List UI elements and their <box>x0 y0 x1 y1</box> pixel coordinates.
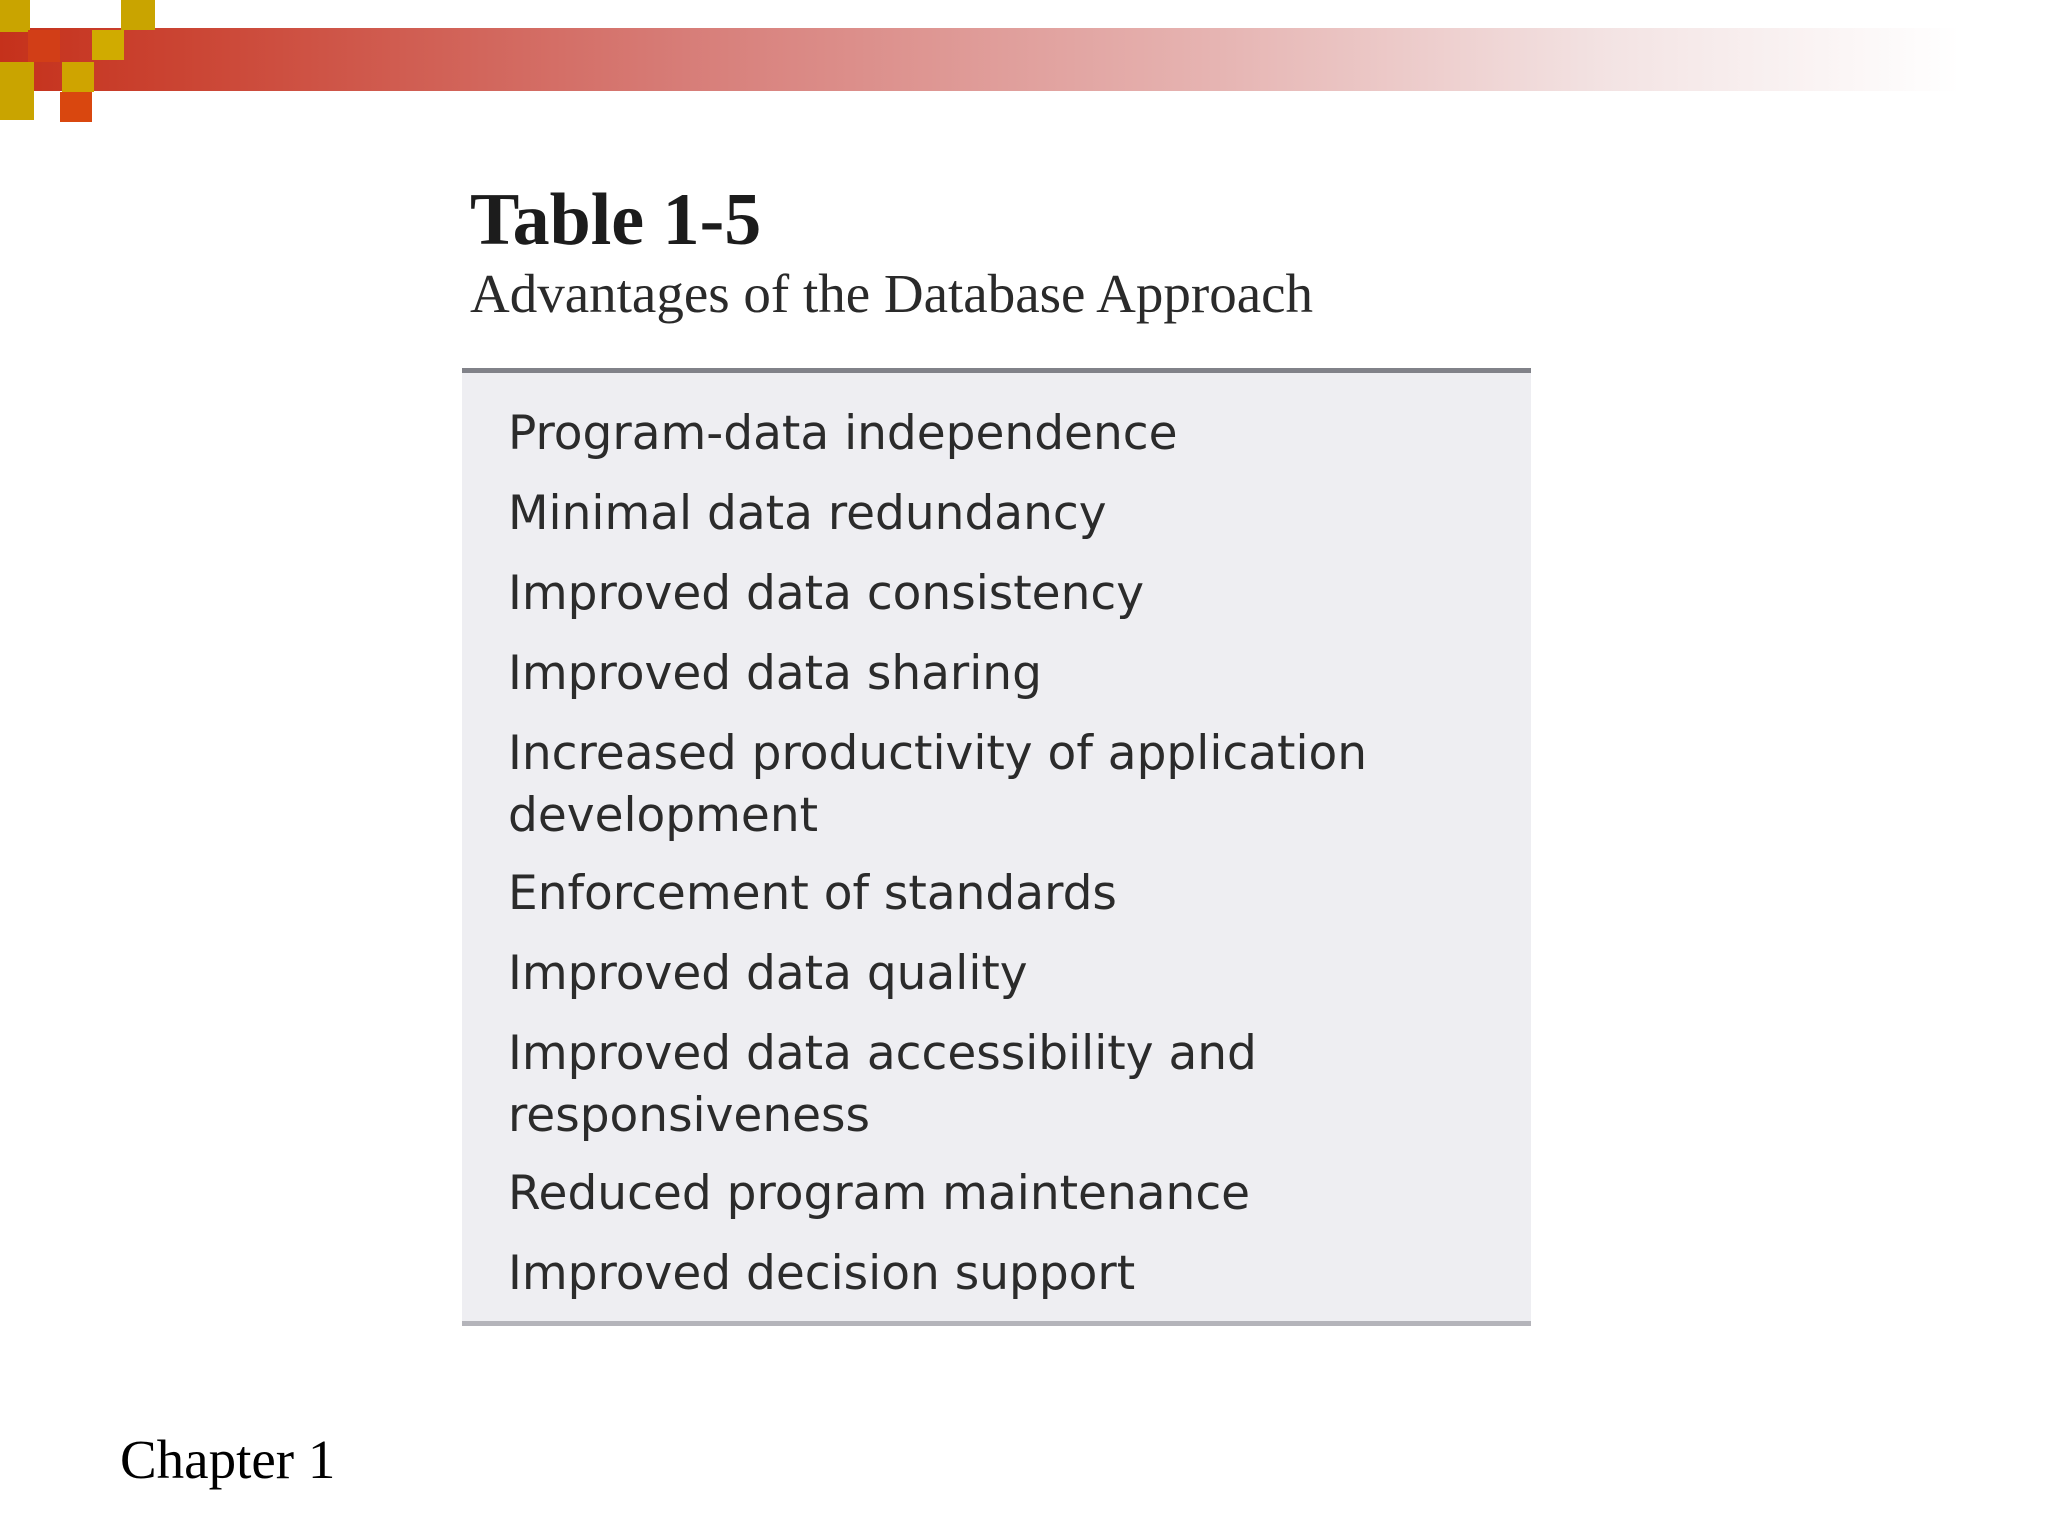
table-row: Enforcement of standards <box>508 866 1117 921</box>
table-row: Reduced program maintenance <box>508 1166 1251 1221</box>
decorative-square <box>92 30 124 60</box>
table-row: Program-data independence <box>508 406 1178 461</box>
advantages-table <box>462 368 1531 1326</box>
table-row: Improved data sharing <box>508 646 1042 701</box>
decorative-square <box>0 0 30 32</box>
title-banner <box>0 28 1960 91</box>
table-title: Table 1-5 <box>470 179 762 261</box>
table-row: Improved data accessibility and responsiveness <box>508 1026 1257 1143</box>
table-row: Improved decision support <box>508 1246 1136 1301</box>
decorative-square <box>0 62 34 120</box>
decorative-square <box>62 62 94 92</box>
table-subtitle: Advantages of the Database Approach <box>470 263 1314 324</box>
table-row: Increased productivity of application development <box>508 726 1368 843</box>
table-row: Improved data consistency <box>508 566 1145 621</box>
decorative-square <box>121 0 155 30</box>
decorative-square <box>28 30 60 62</box>
footer-chapter-label: Chapter 1 <box>120 1429 336 1490</box>
table-row: Minimal data redundancy <box>508 486 1107 541</box>
decorative-square <box>60 92 92 122</box>
table-row: Improved data quality <box>508 946 1028 1001</box>
